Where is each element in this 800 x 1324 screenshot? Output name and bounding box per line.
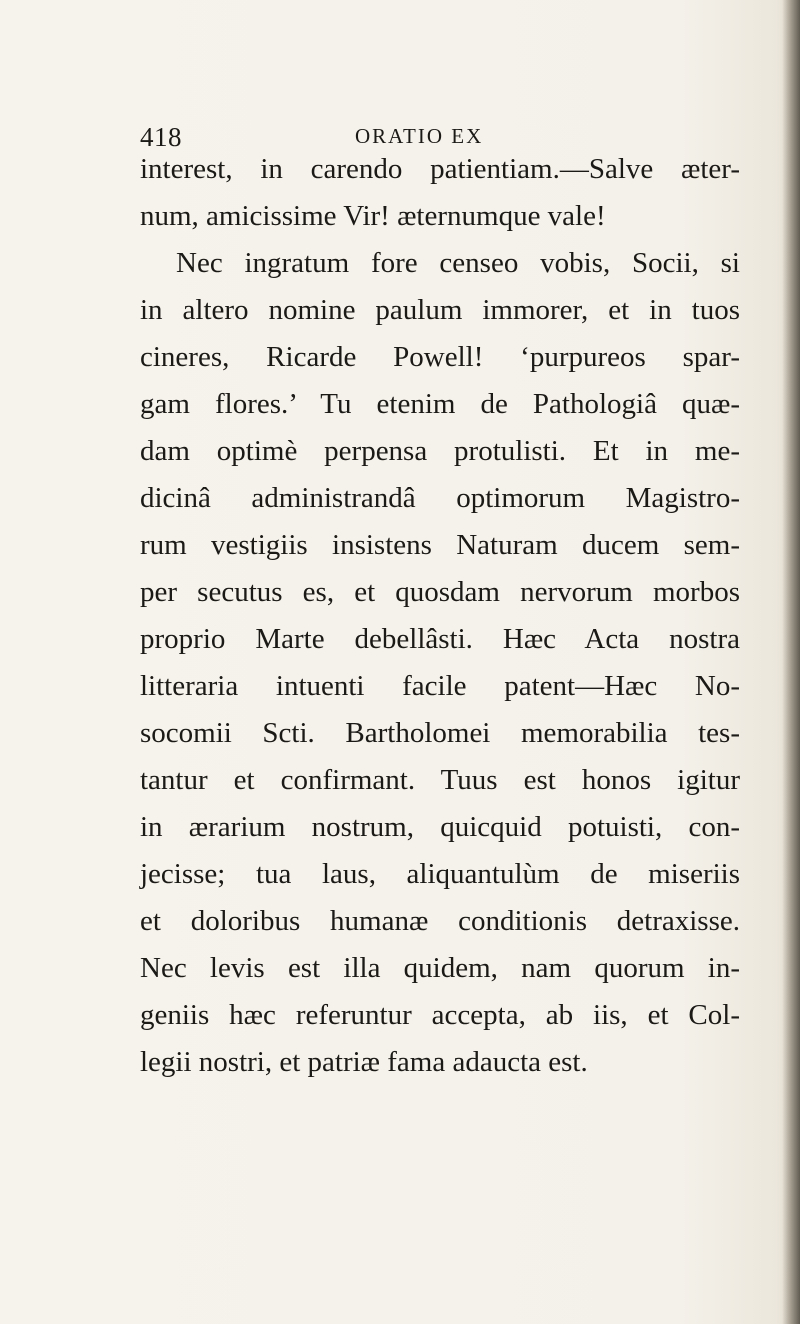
- text-line: gam flores.’ Tu etenim de Pathologiâ quæ-: [140, 388, 740, 420]
- text-line: num, amicissime Vir! æternumque vale!: [140, 200, 606, 232]
- text-line: tantur et confirmant. Tuus est honos igitur: [140, 764, 740, 796]
- running-head: ORATIO EX: [355, 124, 484, 148]
- text-line: litteraria intuenti facile patent—Hæc No-: [140, 670, 740, 702]
- text-line: in ærarium nostrum, quicquid potuisti, con-: [140, 811, 740, 843]
- text-line: dam optimè perpensa protulisti. Et in me-: [140, 435, 740, 467]
- text-line: legii nostri, et patriæ fama adaucta est.: [140, 1046, 588, 1078]
- text-line: per secutus es, et quosdam nervorum morbos: [140, 576, 740, 608]
- text-line: dicinâ administrandâ optimorum Magistro-: [140, 482, 740, 514]
- text-line: socomii Scti. Bartholomei memorabilia tes-: [140, 717, 740, 749]
- text-line: interest, in carendo patientiam.—Salve æter-: [140, 153, 740, 185]
- page-edge-shadow: [782, 0, 800, 1324]
- text-line: rum vestigiis insistens Naturam ducem sem-: [140, 529, 740, 561]
- text-line: Nec ingratum fore censeo vobis, Socii, si: [176, 247, 740, 279]
- text-line: et doloribus humanæ conditionis detraxisse.: [140, 905, 740, 937]
- text-line: Nec levis est illa quidem, nam quorum in-: [140, 952, 740, 984]
- text-line: proprio Marte debellâsti. Hæc Acta nostra: [140, 623, 740, 655]
- body-text: [140, 146, 740, 1086]
- text-line: jecisse; tua laus, aliquantulùm de miseriis: [140, 858, 740, 890]
- text-line: geniis hæc referuntur accepta, ab iis, et Col-: [140, 999, 740, 1031]
- page-number: 418: [140, 122, 182, 152]
- text-line: cineres, Ricarde Powell! ‘purpureos spar-: [140, 341, 740, 373]
- text-line: in altero nomine paulum immorer, et in tuos: [140, 294, 740, 326]
